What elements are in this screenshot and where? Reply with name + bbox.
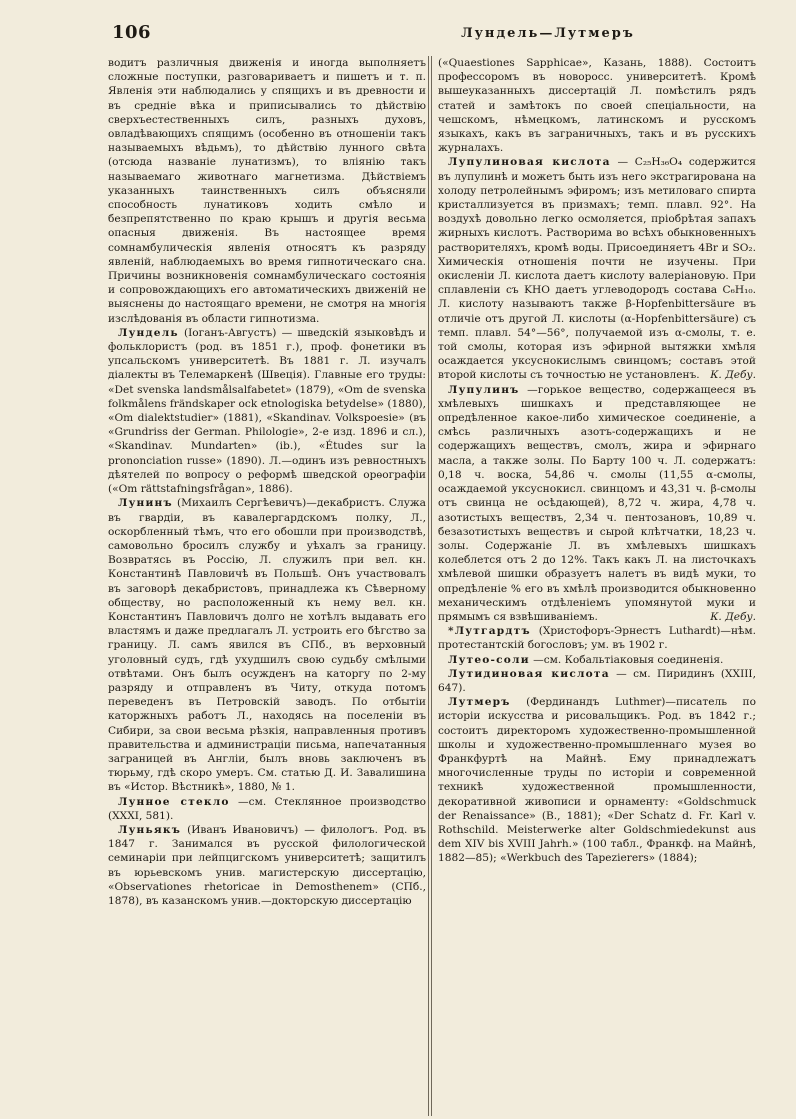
dictionary-entry	[108, 496, 426, 794]
continued-text	[108, 56, 426, 326]
author-signature: К. Дебу.	[710, 369, 756, 382]
continued-text	[438, 56, 756, 155]
author-signature: К. Дебу.	[710, 610, 756, 623]
entry-headword: Лупулинъ	[448, 383, 520, 396]
entry-text: (Иванъ Ивановичъ) — филологъ. Род. въ 1847 г. Занимался въ русской филологической семинаріи при лейпцигскомъ университетѣ; защитилъ въ юрьевскомъ унив. магистерскую диссертацію, «Observationes rhetoricae in Demosthenem» (СПб., 1878), въ казанскомъ унив.—докторскую диссертацію	[108, 823, 426, 907]
entry-text: («Quaestiones Sapphicae», Казань, 1888). Состоитъ профессоромъ въ новоросс. университетѣ. Кромѣ вышеуказанныхъ диссертацій Л. помѣстилъ рядъ статей и замѣтокъ по своей спеціальности, на чешскомъ, нѣмецкомъ, латинскомъ и русскомъ языкахъ, какъ въ заграничныхъ, такъ и въ русскихъ журналахъ.	[438, 57, 756, 155]
entry-text: (Іоганъ-Августъ) — шведскій языковѣдъ и фольклористъ (род. въ 1851 г.), проф. фонетики въ упсальскомъ университетѣ. Въ 1881 г. Л. изучалъ діалекты въ Телемаркенѣ (Швеція). Главные его труды: «Det svenska landsmålsalfabetet» (1879), «Om de svenska folkmålens frändskaper ock etnologiska betydelse» (1880), «Om dialektstudier» (1881), «Skandinav. Volkspoesie» (въ «Grundriss der German. Philologie», 2-е изд. 1896 и сл.), «Skandinav. Mundarten» (ib.), «Études sur la prononciation russe» (1890). Л.—одинъ изъ ревностныхъ дѣятелей по вопросу о реформѣ шведской орѳографіи («Om rättstafningsfrågan», 1886).	[108, 326, 426, 496]
column-divider	[428, 56, 429, 1116]
entry-headword: Лутео-соли	[448, 653, 530, 666]
entry-headword: Лутмеръ	[448, 696, 511, 709]
dictionary-entry	[438, 695, 756, 865]
entry-headword: Лутидиновая кислота	[448, 667, 610, 680]
running-head: Лундель—Лутмеръ	[461, 26, 635, 41]
entry-headword: Лупулиновая кислота	[448, 156, 611, 169]
left-column	[108, 56, 426, 908]
dictionary-entry	[108, 823, 426, 908]
dictionary-entry	[108, 326, 426, 496]
entry-headword: Лунное стекло	[118, 795, 230, 808]
dictionary-entry	[438, 653, 756, 667]
entry-headword: Луньякъ	[118, 823, 182, 836]
entry-text: (Христофоръ-Эрнестъ Luthardt)—нѣм. протестантскій богословъ; ум. въ 1902 г.	[438, 625, 756, 652]
entry-text: — см. Пиридинъ (XXIII, 647).	[438, 667, 756, 694]
entry-text: (Фердинандъ Luthmer)—писатель по исторіи искусства и рисовальщикъ. Род. въ 1842 г.; состоитъ директоромъ художественно-промышленной школы и художественно-промышленнаго музея во Франкфуртѣ на Майнѣ. Ему принадлежатъ многочисленные труды по исторіи и современной техникѣ художественной промышленности, декоративной живописи и орнаменту: «Goldschmuck der Renaissance» (B., 1881); «Der Schatz d. Fr. Karl v. Rothschild. Meisterwerke alter Goldschmiedekunst aus dem XIV bis XVIII Jahrh.» (100 табл., Франкф. на Майнѣ, 1882—85); «Werkbuch des Tapezierers» (1884);	[438, 696, 756, 865]
entry-text: —горькое вещество, содержащееся въ хмѣлевыхъ шишкахъ и представляющее не опредѣленное какое-либо химическое соединеніе, а смѣсь различныхъ азотъ-содержащихъ и не содержащихъ веществъ, смолъ, жира и эфирнаго масла, а также золы. По Барту 100 ч. Л. содержатъ: 0,18 ч. воска, 54,86 ч. смолы (11,55 α-смолы, осаждаемой уксуснокисл. свинцомъ и 43,31 ч. β-смолы отъ свинца не осѣдающей), 8,72 ч. жира, 4,78 ч. азотистыхъ веществъ, 2,34 ч. пентозановъ, 10,89 ч. безазотистыхъ веществъ и сырой клѣтчатки, 18,23 ч. золы. Содержаніе Л. въ хмѣлевыхъ шишкахъ колеблется отъ 2 до 12%. Такъ какъ Л. на листочкахъ хмѣлевой шишки образуетъ налетъ въ видѣ муки, то опредѣленіе % его въ хмѣлѣ производится обыкновенно механическимъ отдѣленіемъ упомянутой муки и прямымъ ся взвѣшиваніемъ.	[438, 383, 757, 623]
entry-text: водитъ различныя движенія и иногда выполняетъ сложные поступки, разговариваетъ и пишетъ и т. п. Явленія эти наблюдались у спящихъ и въ древности и въ средніе вѣка и приписывались то дѣйствію сверхъестественныхъ силъ, разныхъ духовъ, овладѣвающихъ спящимъ (особенно въ отношеніи такъ называемыхъ вѣдьмъ), то дѣйствію лунного свѣта (отсюда названіе лунатизмъ), то вліянію такъ называемаго животнаго магнетизма. Дѣйствіемъ указанныхъ таинственныхъ силъ объясняли способность лунатиковъ ходить смѣло и безпрепятственно по краю крышъ и другія весьма опасныя движенія. Въ настоящее время сомнамбулическія явленія относятъ къ разряду явленій, наблюдаемыхъ во время гипнотическаго сна. Причины возникновенія сомнамбулическаго состоянія и сопровождающихъ его автоматическихъ движеній не выяснены до настоящаго времени, не смотря на многія изслѣдованія въ области гипнотизма.	[108, 57, 426, 325]
dictionary-entry	[438, 667, 756, 695]
entry-headword: *Лутгардтъ	[448, 625, 531, 638]
entry-text: (Михаилъ Сергѣевичъ)—декабристъ. Служа въ гвардіи, въ кавалергардскомъ полку, Л., оскорбленный тѣмъ, что его обошли при производствѣ, самовольно бросилъ службу и уѣхалъ за границу. Возвратясь въ Россію, Л. служилъ при вел. кн. Константинѣ Павловичѣ въ Польшѣ. Онъ участвовалъ въ заговорѣ декабристовъ, принадлежа къ Сѣверному обществу, но расположенный къ нему вел. кн. Константинъ Павловичъ долго не хотѣлъ выдавать его властямъ и даже предлагалъ Л. устроить его бѣгство за границу. Л. самъ явился въ СПб., въ верховный уголовный судъ, гдѣ ухудшилъ свою судьбу смѣлыми отвѣтами. Онъ былъ осужденъ на каторгу по 2-му разряду и отправленъ въ Читу, откуда потомъ переведенъ въ Петровскій заводъ. По отбытіи каторжныхъ работъ Л., находясь на поселеніи въ Сибири, за свои весьма рѣзкія, направленныя противъ правительства и администраціи письма, напечатанныя заграницей въ Англіи, былъ вновь заключенъ въ тюрьму, гдѣ скоро умеръ. См. статью Д. И. Завалишина въ «Истор. Вѣстникѣ», 1880, № 1.	[108, 497, 426, 794]
entry-text: — C₂₅H₃₆O₄ содержится въ лупулинѣ и можетъ быть изъ него экстрагирована на холоду петролейнымъ эфиромъ; изъ метиловаго спирта кристаллизуется въ призмахъ; темп. плавл. 92°. На воздухѣ довольно легко осмоляется, пріобрѣтая запахъ жирныхъ кислотъ. Растворима во всѣхъ обыкновенныхъ растворителяхъ, кромѣ воды. Присоединяетъ 4Br и SO₂. Химическія отношенія почти не изучены. При окисленіи Л. кислота даетъ кислоту валеріановую. При сплавленіи съ KHO даетъ углеводородъ состава C₆H₁₀. Л. кислоту называютъ также β-Hopfenbittersäure въ отличіе отъ другой Л. кислоты (α-Hopfenbittersäure) съ темп. плавл. 54°—56°, получаемой изъ α-смолы, т. е. той смолы, которая изъ эфирной вытяжки хмѣля осаждается уксуснокислымъ свинцомъ; составъ этой второй кислоты съ точностью не установленъ.	[438, 156, 756, 382]
right-column	[438, 56, 756, 866]
entry-text: —см. Стеклянное производство (XXXI, 581).	[108, 795, 426, 822]
page-number: 106	[112, 22, 152, 43]
dictionary-entry	[108, 795, 426, 823]
dictionary-entry	[438, 624, 756, 652]
entry-headword: Лунинъ	[118, 497, 173, 510]
dictionary-entry	[438, 155, 756, 382]
dictionary-entry	[438, 383, 756, 624]
entry-headword: Лундель	[118, 326, 179, 339]
entry-text: —см. Кобальтіаковыя соединенія.	[533, 653, 724, 666]
